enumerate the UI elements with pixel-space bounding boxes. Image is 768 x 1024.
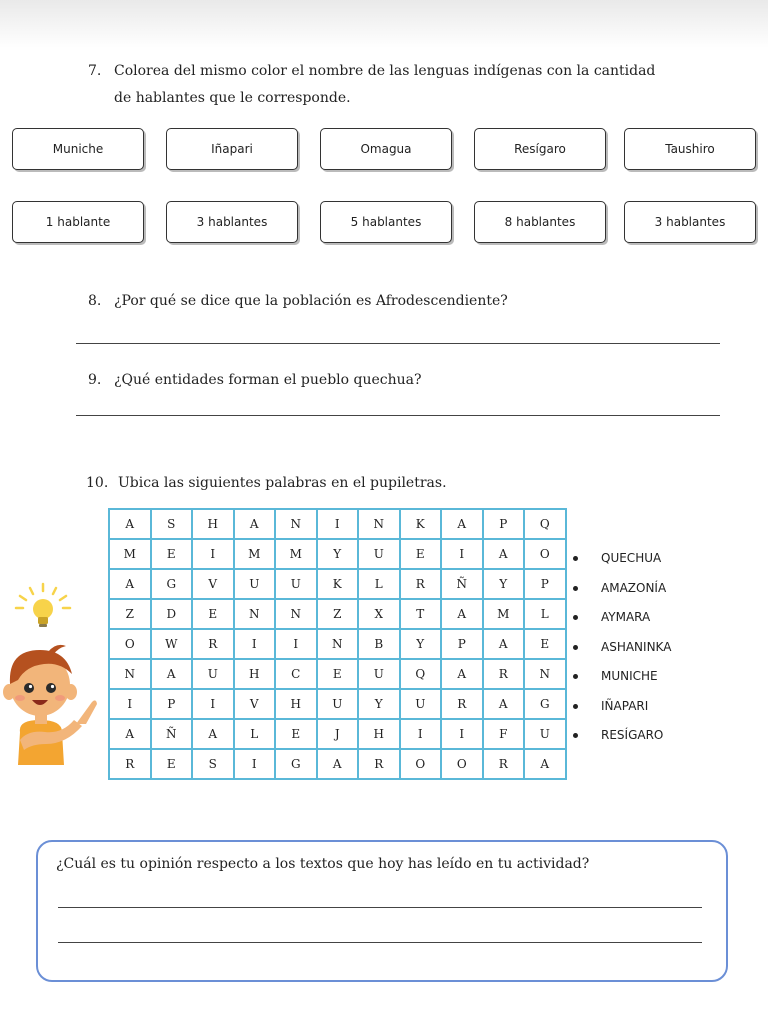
wordsearch-cell[interactable]: R [358,749,400,779]
lightbulb-icon [12,582,74,632]
wordsearch-cell[interactable]: I [109,689,151,719]
wordsearch-cell[interactable]: K [400,509,442,539]
wordsearch-cell[interactable]: Q [400,659,442,689]
wordsearch-cell[interactable]: H [234,659,276,689]
wordsearch-cell[interactable]: C [275,659,317,689]
question-10-text: Ubica las siguientes palabras en el pupiletras. [118,475,447,491]
word-list-item: AMAZONÍA [570,574,671,604]
wordsearch-cell[interactable]: E [151,749,193,779]
wordsearch-cell[interactable]: M [234,539,276,569]
pointing-kid-illustration [0,640,104,765]
wordsearch-cell[interactable]: A [441,659,483,689]
wordsearch-row [109,749,566,779]
wordsearch-cell[interactable]: N [109,659,151,689]
wordsearch-cell[interactable]: Ñ [441,569,483,599]
language-box[interactable]: Omagua [320,128,452,170]
wordsearch-cell[interactable]: I [317,509,359,539]
wordsearch-row [109,719,566,749]
question-10-number: 10. [86,475,109,491]
wordsearch-row [109,599,566,629]
wordsearch-cell[interactable]: Y [400,629,442,659]
wordsearch-cell[interactable]: N [275,509,317,539]
wordsearch-cell[interactable]: H [192,509,234,539]
wordsearch-cell[interactable]: U [358,539,400,569]
wordsearch-cell[interactable]: R [483,749,525,779]
wordsearch-cell[interactable]: N [524,659,566,689]
wordsearch-cell[interactable]: Ñ [151,719,193,749]
wordsearch-cell[interactable]: E [400,539,442,569]
wordsearch-cell[interactable]: U [275,569,317,599]
question-7-number: 7. [88,63,102,79]
word-list-item: MUNICHE [570,662,671,692]
wordsearch-cell[interactable]: S [151,509,193,539]
wordsearch-cell[interactable]: L [524,599,566,629]
wordsearch-cell[interactable]: O [524,539,566,569]
wordsearch-cell[interactable]: A [192,719,234,749]
question-9-text: ¿Qué entidades forman el pueblo quechua? [114,372,422,388]
top-shade [0,0,768,48]
wordsearch-cell[interactable]: Y [358,689,400,719]
wordsearch-cell[interactable]: P [524,569,566,599]
speaker-box[interactable]: 1 hablante [12,201,144,243]
speaker-box[interactable]: 3 hablantes [166,201,298,243]
wordsearch-cell[interactable]: O [109,629,151,659]
wordsearch-cell[interactable]: E [275,719,317,749]
question-9 [88,367,422,394]
opinion-answer-line-2[interactable] [58,942,702,943]
wordsearch-cell[interactable]: N [358,509,400,539]
wordsearch-cell[interactable]: Q [524,509,566,539]
wordsearch-cell[interactable]: U [524,719,566,749]
wordsearch-row [109,509,566,539]
wordsearch-cell[interactable]: R [483,659,525,689]
language-box[interactable]: Resígaro [474,128,606,170]
wordsearch-cell[interactable]: N [234,599,276,629]
wordsearch-cell[interactable]: I [234,629,276,659]
speaker-box[interactable]: 5 hablantes [320,201,452,243]
wordsearch-cell[interactable]: E [524,629,566,659]
wordsearch-cell[interactable]: A [483,689,525,719]
language-box[interactable]: Taushiro [624,128,756,170]
wordsearch-cell[interactable]: A [441,509,483,539]
language-box[interactable]: Iñapari [166,128,298,170]
wordsearch-cell[interactable]: O [441,749,483,779]
wordsearch-grid [108,508,567,780]
wordsearch-cell[interactable]: R [192,629,234,659]
word-list-item: RESÍGARO [570,721,671,751]
wordsearch-cell[interactable]: M [109,539,151,569]
question-8 [88,288,508,315]
wordsearch-row [109,629,566,659]
wordsearch-cell[interactable]: M [275,539,317,569]
wordsearch-cell[interactable]: H [275,689,317,719]
wordsearch-cell[interactable]: A [234,509,276,539]
wordsearch-cell[interactable]: I [441,719,483,749]
wordsearch-cell[interactable]: E [192,599,234,629]
word-list-item: ASHANINKA [570,633,671,663]
wordsearch-cell[interactable]: L [234,719,276,749]
wordsearch-row [109,659,566,689]
word-list-item: IÑAPARI [570,692,671,722]
question-10 [86,470,447,497]
wordsearch-cell[interactable]: Y [483,569,525,599]
wordsearch-cell[interactable]: F [483,719,525,749]
wordsearch-cell[interactable]: Y [317,539,359,569]
wordsearch-cell[interactable]: R [441,689,483,719]
wordsearch-cell[interactable]: P [441,629,483,659]
wordsearch-cell[interactable]: P [151,689,193,719]
question-8-text: ¿Por qué se dice que la población es Afrodescendiente? [114,293,508,309]
wordsearch-row [109,539,566,569]
wordsearch-cell[interactable]: D [151,599,193,629]
wordsearch-cell[interactable]: I [192,539,234,569]
question-9-number: 9. [88,372,102,388]
wordsearch-cell[interactable]: T [400,599,442,629]
wordsearch-cell[interactable]: B [358,629,400,659]
wordsearch-cell[interactable]: I [234,749,276,779]
wordsearch-cell[interactable]: N [275,599,317,629]
wordsearch-cell[interactable]: U [317,689,359,719]
wordsearch-cell[interactable]: R [109,749,151,779]
wordsearch-cell[interactable]: A [524,749,566,779]
wordsearch-cell[interactable]: J [317,719,359,749]
wordsearch-cell[interactable]: G [275,749,317,779]
word-list-item: AYMARA [570,603,671,633]
wordsearch-cell[interactable]: G [524,689,566,719]
wordsearch-cell[interactable]: A [151,659,193,689]
wordsearch-cell[interactable]: K [317,569,359,599]
wordsearch-row [109,569,566,599]
wordsearch-cell[interactable]: R [400,569,442,599]
speaker-box[interactable]: 3 hablantes [624,201,756,243]
wordsearch-cell[interactable]: I [441,539,483,569]
wordsearch-cell[interactable]: A [109,509,151,539]
speaker-box[interactable]: 8 hablantes [474,201,606,243]
question-7-line2: de hablantes que le corresponde. [114,90,351,106]
wordsearch-cell[interactable]: A [109,719,151,749]
wordsearch-cell[interactable]: L [358,569,400,599]
wordsearch-cell[interactable]: M [483,599,525,629]
question-8-number: 8. [88,293,102,309]
wordsearch-cell[interactable]: P [483,509,525,539]
wordsearch-cell[interactable]: I [275,629,317,659]
wordsearch-cell[interactable]: A [483,539,525,569]
wordsearch-cell[interactable]: V [234,689,276,719]
answer-line-q8[interactable] [76,343,720,344]
wordsearch-cell[interactable]: U [358,659,400,689]
wordsearch-cell[interactable]: O [400,749,442,779]
wordsearch-cell[interactable]: G [151,569,193,599]
wordsearch-cell[interactable]: V [192,569,234,599]
wordsearch-cell[interactable]: U [192,659,234,689]
wordsearch-cell[interactable]: A [483,629,525,659]
wordsearch-cell[interactable]: U [234,569,276,599]
wordsearch-cell[interactable]: H [358,719,400,749]
opinion-answer-line-1[interactable] [58,907,702,908]
language-box[interactable]: Muniche [12,128,144,170]
wordsearch-cell[interactable]: E [317,659,359,689]
wordsearch-cell[interactable]: W [151,629,193,659]
wordsearch-cell[interactable]: X [358,599,400,629]
question-7 [88,58,728,112]
wordsearch-cell[interactable]: Z [317,599,359,629]
wordsearch-cell[interactable]: S [192,749,234,779]
word-list-item: QUECHUA [570,544,671,574]
wordsearch-cell[interactable]: N [317,629,359,659]
wordsearch-cell[interactable]: U [400,689,442,719]
wordsearch-cell[interactable]: A [317,749,359,779]
wordsearch-cell[interactable]: Z [109,599,151,629]
wordsearch-cell[interactable]: A [441,599,483,629]
word-list [570,544,671,751]
wordsearch-cell[interactable]: I [400,719,442,749]
wordsearch-cell[interactable]: I [192,689,234,719]
answer-line-q9[interactable] [76,415,720,416]
question-7-line1: Colorea del mismo color el nombre de las lenguas indígenas con la cantidad [114,63,656,79]
opinion-question: ¿Cuál es tu opinión respecto a los textos que hoy has leído en tu actividad? [56,856,590,872]
wordsearch-cell[interactable]: E [151,539,193,569]
wordsearch-cell[interactable]: A [109,569,151,599]
wordsearch-row [109,689,566,719]
